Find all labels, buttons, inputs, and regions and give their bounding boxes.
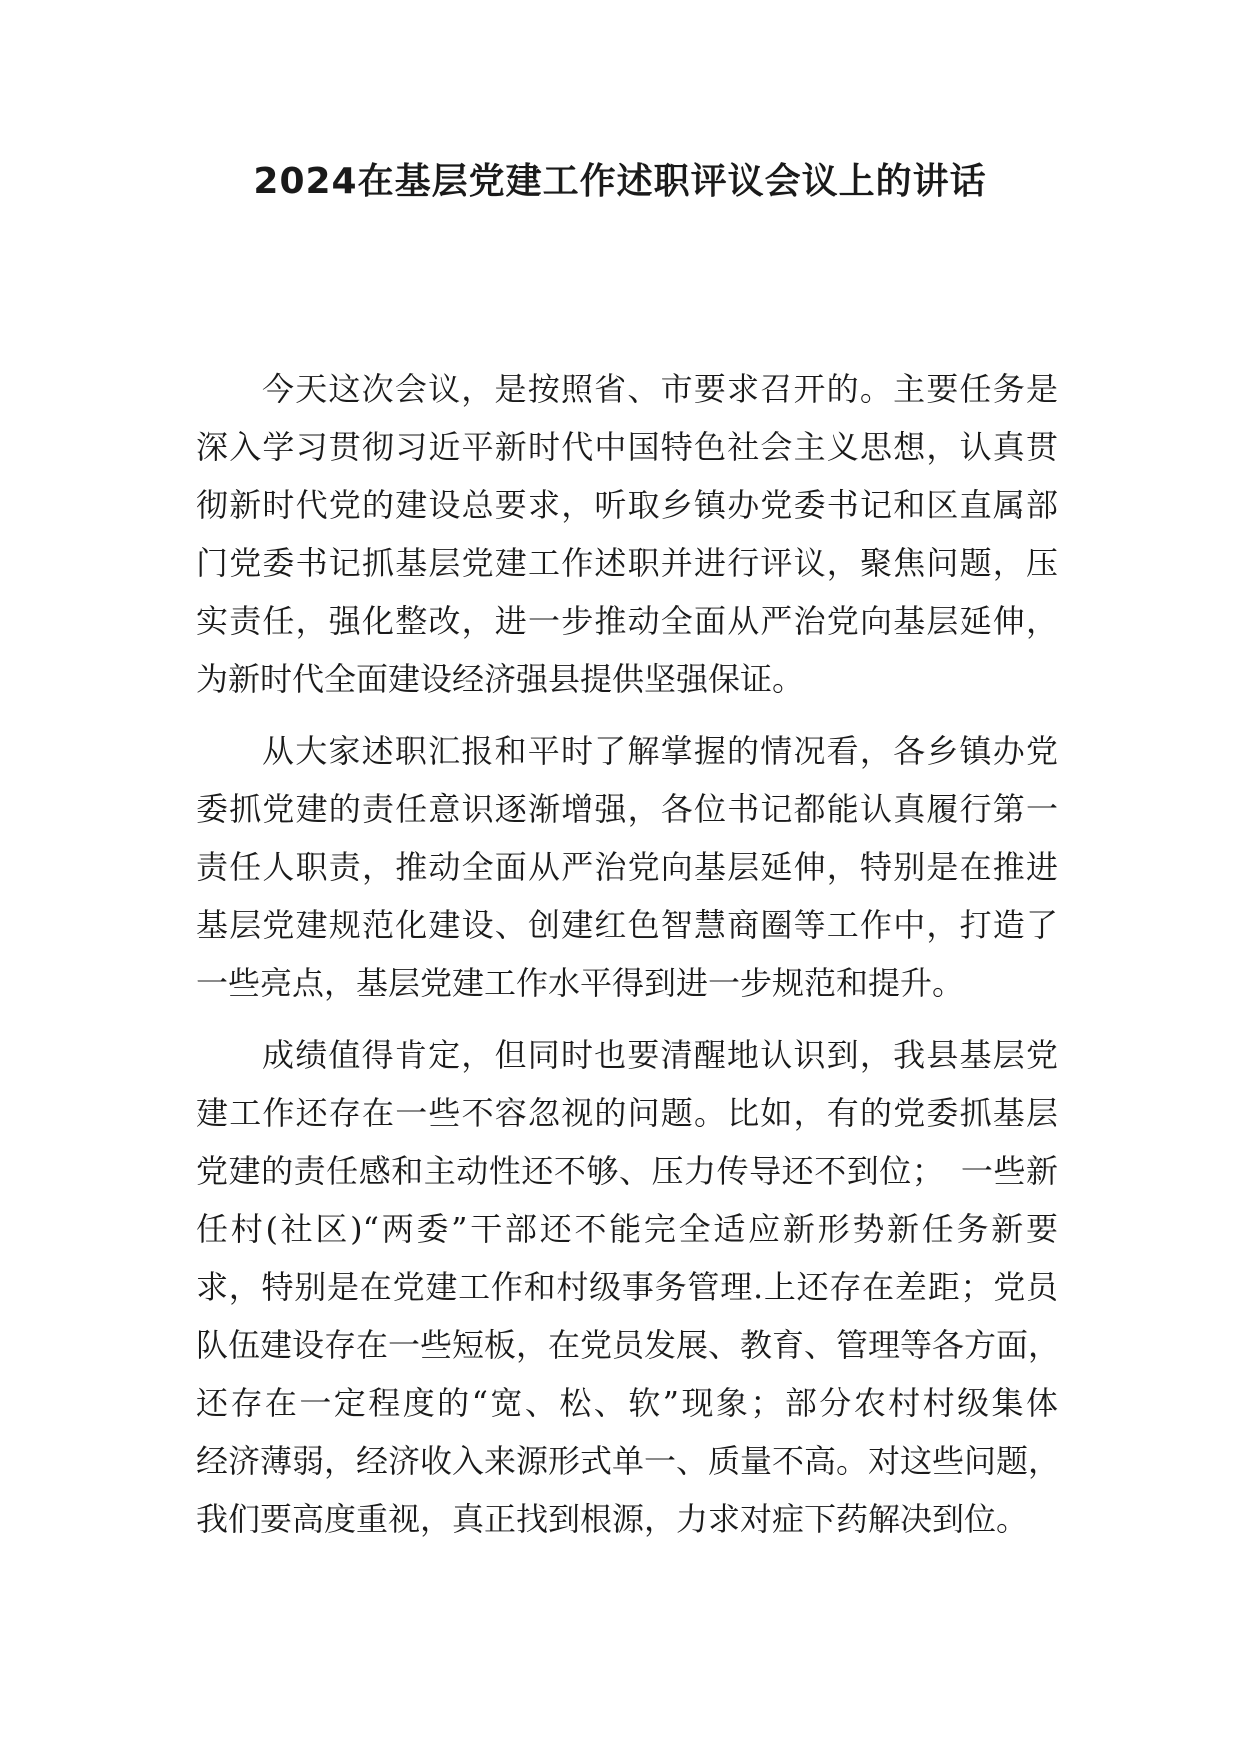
text-line: 还存在一定程度的“宽、松、软”现象；部分农村村级集体 [196,1384,1058,1422]
text-line: 我们要高度重视，真正找到根源，力求对症下药解决到位。 [196,1500,1029,1538]
text-line: 彻新时代党的建设总要求，听取乡镇办党委书记和区直属部 [196,486,1058,524]
text-line: 一些亮点，基层党建工作水平得到进一步规范和提升。 [196,964,965,1002]
text-line: 门党委书记抓基层党建工作述职并进行评议，聚焦问题，压 [196,544,1058,582]
text-line: 队伍建设存在一些短板，在党员发展、教育、管理等各方面， [196,1326,1061,1364]
text-line: 经济薄弱，经济收入来源形式单一、质量不高。对这些问题， [196,1442,1061,1480]
text-line: 责任人职责，推动全面从严治党向基层延伸，特别是在推进 [196,848,1058,886]
text-line: 建工作还存在一些不容忽视的问题。比如，有的党委抓基层 [196,1094,1058,1132]
text-line: 从大家述职汇报和平时了解掌握的情况看，各乡镇办党 [262,732,1058,770]
text-line: 为新时代全面建设经济强县提供坚强保证。 [196,660,805,698]
paragraph [196,1026,1061,1562]
text-line: 党建的责任感和主动性还不够、压力传导还不到位； 一些新 [196,1152,1058,1190]
text-line: 求，特别是在党建工作和村级事务管理.上还存在差距；党员 [196,1268,1058,1306]
paragraph [196,360,1058,722]
text-line: 任村(社区)“两委”干部还不能完全适应新形势新任务新要 [196,1210,1058,1248]
text-line: 委抓党建的责任意识逐渐增强，各位书记都能认真履行第一 [196,790,1058,828]
text-line: 今天这次会议，是按照省、市要求召开的。主要任务是 [262,370,1058,408]
document-body [196,360,1061,1562]
text-line: 实责任，强化整改，进一步推动全面从严治党向基层延伸， [196,602,1058,640]
text-line: 深入学习贯彻习近平新时代中国特色社会主义思想，认真贯 [196,428,1058,466]
text-line: 成绩值得肯定，但同时也要清醒地认识到，我县基层党 [262,1036,1058,1074]
document-title: 2024在基层党建工作述职评议会议上的讲话 [253,161,987,202]
text-line: 基层党建规范化建设、创建红色智慧商圈等工作中，打造了 [196,906,1058,944]
paragraph [196,722,1058,1026]
